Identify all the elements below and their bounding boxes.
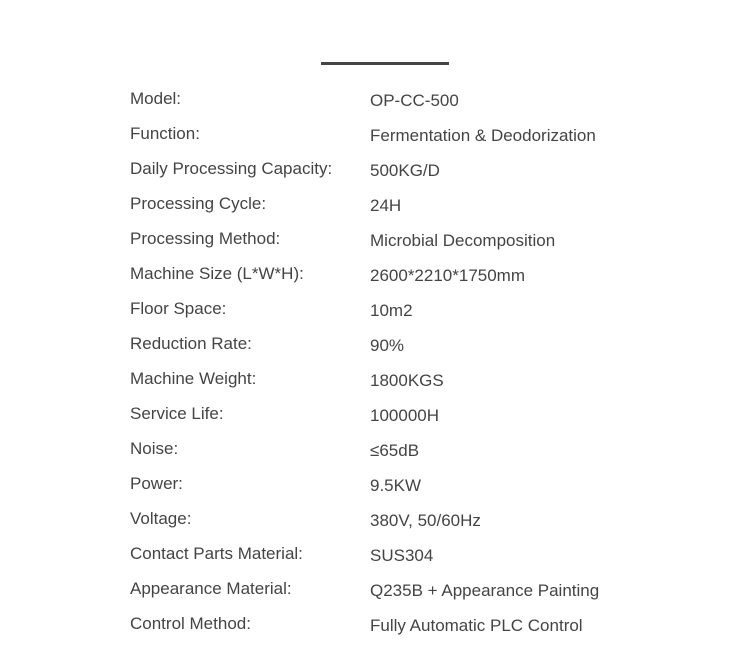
spec-row-reduction-rate	[130, 332, 690, 367]
spec-label: Daily Processing Capacity:	[130, 159, 333, 178]
spec-value: Fully Automatic PLC Control	[370, 616, 583, 635]
spec-value: Microbial Decomposition	[370, 231, 556, 250]
spec-label: Function:	[130, 124, 200, 143]
spec-row-service-life	[130, 402, 690, 437]
spec-value: 9.5KW	[370, 476, 422, 495]
spec-value: Fermentation & Deodorization	[370, 126, 596, 145]
spec-row-daily-capacity	[130, 157, 690, 192]
spec-label: Service Life:	[130, 404, 224, 423]
spec-label: Model:	[130, 89, 182, 108]
spec-row-model	[130, 87, 690, 122]
spec-table	[130, 87, 690, 647]
spec-label: Voltage:	[130, 509, 192, 528]
spec-label: Floor Space:	[130, 299, 227, 318]
spec-value: 24H	[370, 196, 402, 215]
spec-value: 90%	[370, 336, 405, 355]
spec-value: 100000H	[370, 406, 440, 425]
spec-value: 2600*2210*1750mm	[370, 266, 526, 285]
spec-value: 10m2	[370, 301, 413, 320]
spec-label: Power:	[130, 474, 183, 493]
spec-row-machine-size	[130, 262, 690, 297]
spec-row-appearance-material	[130, 577, 690, 612]
spec-label: Reduction Rate:	[130, 334, 252, 353]
spec-row-contact-material	[130, 542, 690, 577]
header-divider	[321, 62, 449, 65]
spec-row-voltage	[130, 507, 690, 542]
spec-value: 380V, 50/60Hz	[370, 511, 481, 530]
spec-row-power	[130, 472, 690, 507]
spec-row-machine-weight	[130, 367, 690, 402]
spec-value: OP-CC-500	[370, 91, 459, 110]
spec-row-control-method	[130, 612, 690, 647]
spec-row-floor-space	[130, 297, 690, 332]
spec-value: ≤65dB	[370, 441, 420, 460]
spec-row-processing-method	[130, 227, 690, 262]
spec-label: Contact Parts Material:	[130, 544, 303, 563]
spec-value: SUS304	[370, 546, 434, 565]
spec-label: Machine Weight:	[130, 369, 257, 388]
spec-label: Processing Cycle:	[130, 194, 267, 213]
spec-label: Machine Size (L*W*H):	[130, 264, 304, 283]
spec-value: 1800KGS	[370, 371, 444, 390]
spec-label: Appearance Material:	[130, 579, 292, 598]
spec-row-function	[130, 122, 690, 157]
spec-row-processing-cycle	[130, 192, 690, 227]
spec-value: Q235B + Appearance Painting	[370, 581, 600, 600]
spec-label: Control Method:	[130, 614, 251, 633]
spec-row-noise	[130, 437, 690, 472]
spec-value: 500KG/D	[370, 161, 440, 180]
spec-label: Processing Method:	[130, 229, 281, 248]
spec-label: Noise:	[130, 439, 179, 458]
